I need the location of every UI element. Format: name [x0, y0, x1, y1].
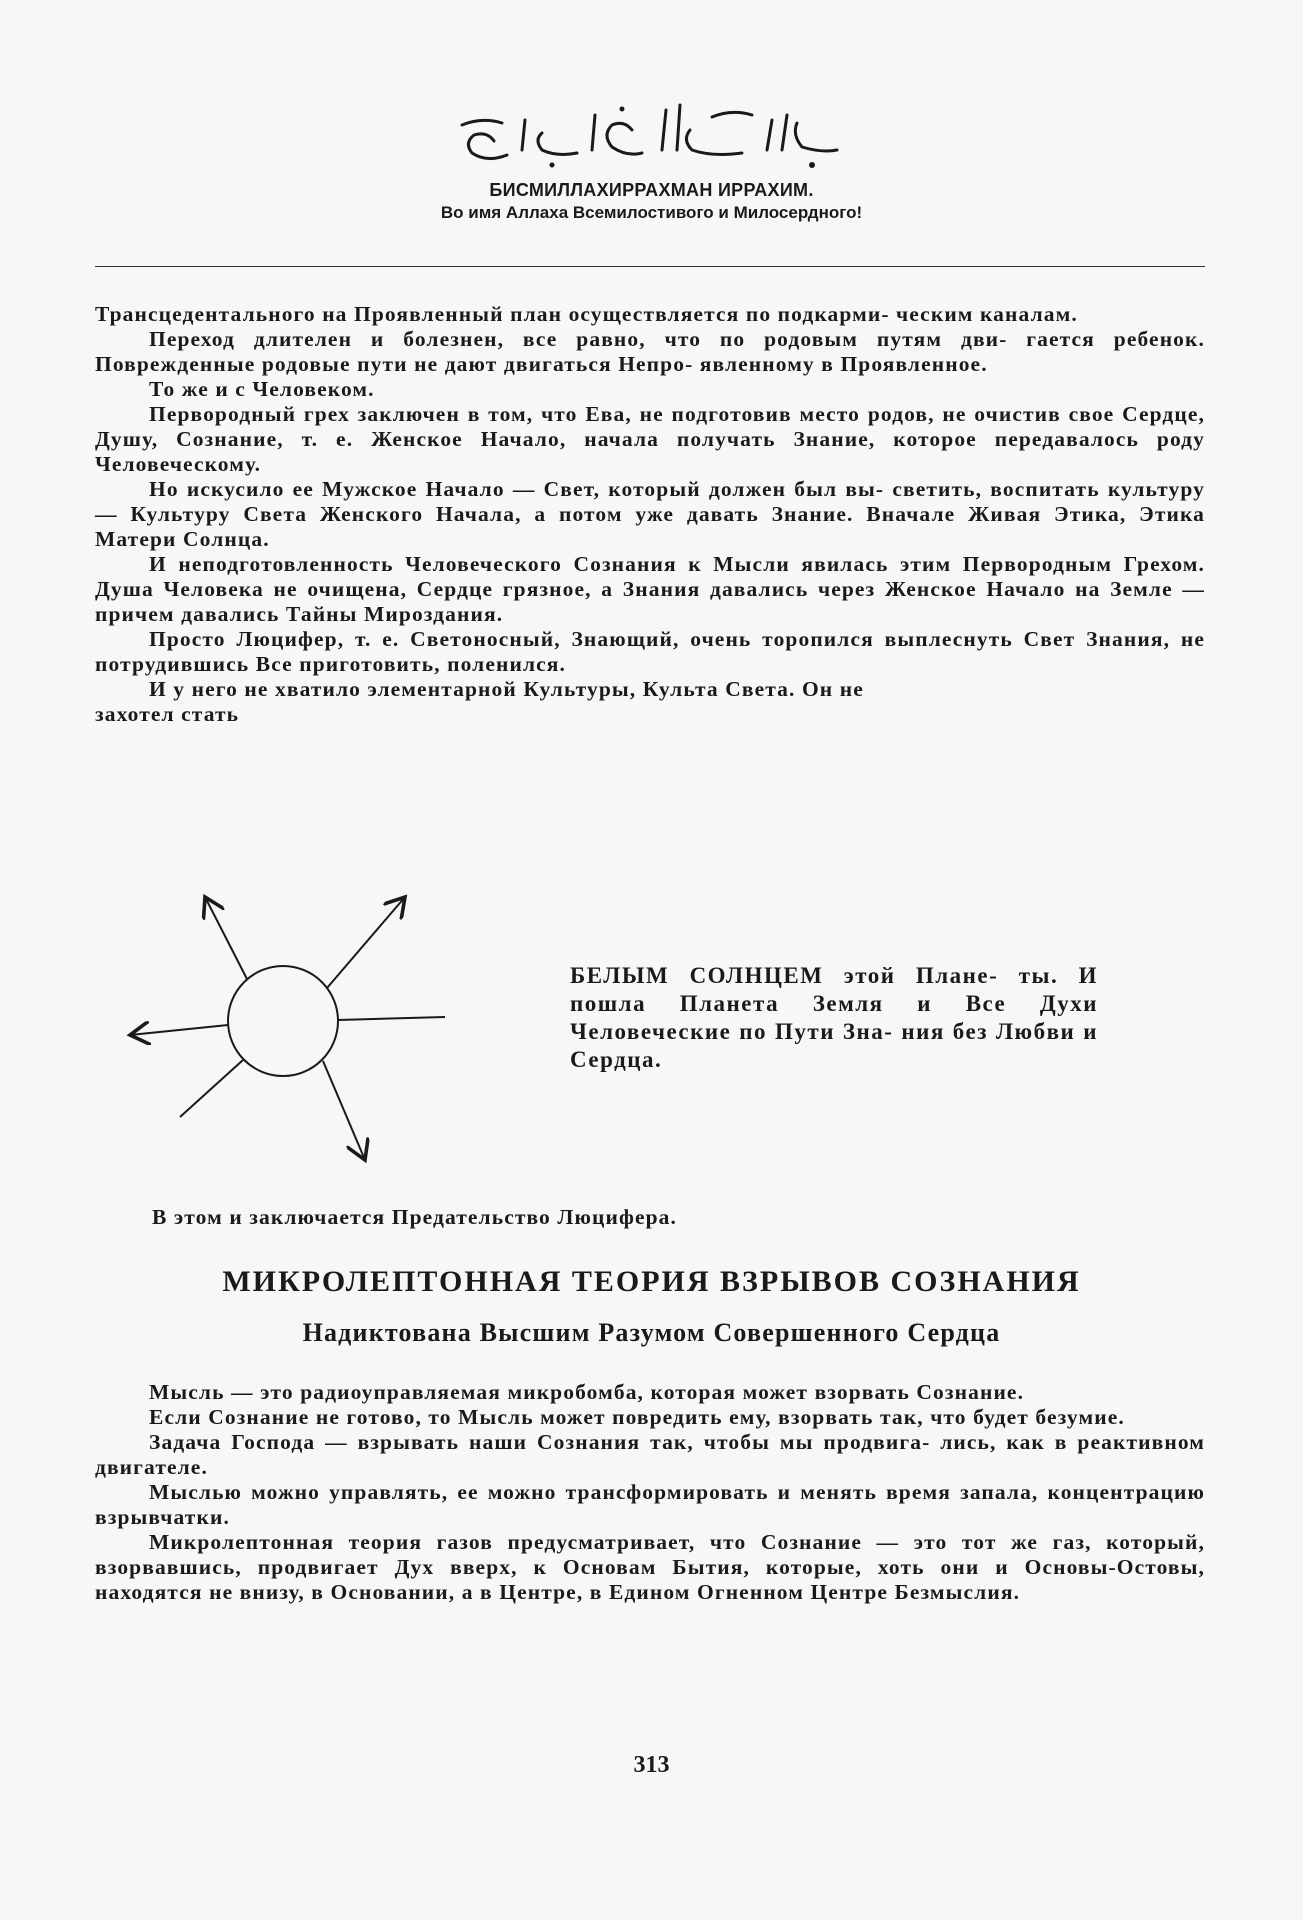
- sun-circle: [228, 966, 338, 1076]
- paragraph: Микролептонная теория газов предусматривает, что Сознание — это тот же газ, который, взорвавшись, продвигает Дух вверх, к Основам Бытия, которые, хоть они и Основы-Остовы, находятся не внизу, в Основании, а в Центре, в Едином Огненном Центре Безмыслия.: [95, 1530, 1205, 1604]
- ray-arrow: [323, 1061, 365, 1160]
- paragraph: Трансцедентального на Проявленный план осуществляется по подкарми- ческим каналам.: [95, 302, 1078, 326]
- top-text-block: [95, 302, 1205, 727]
- bismillah-subtitle: Во имя Аллаха Всемилостивого и Милосердного!: [440, 203, 863, 222]
- ray-arrow: [180, 1060, 243, 1117]
- ray-arrow: [327, 897, 405, 988]
- paragraph: Задача Господа — взрывать наши Сознания так, чтобы мы продвига- лись, как в реактивном двигателе.: [95, 1430, 1205, 1479]
- paragraph: Первородный грех заключен в том, что Ева, не подготовив место родов, не очистив свое Сердце, Душу, Сознание, т. е. Женское Начало, начала получать Знание, которое передавалось роду Человеческому.: [95, 402, 1205, 476]
- ray-arrow: [130, 1025, 228, 1035]
- bottom-text-block: [95, 1380, 1205, 1605]
- paragraph: Но искусило ее Мужское Начало — Свет, который должен был вы- светить, воспитать культуру — Культуру Света Женского Начала, а потом уже давать Знание. Вначале Живая Этика, Этика Матери Солнца.: [95, 477, 1205, 551]
- paragraph: И у него не хватило элементарной Культуры, Культа Света. Он не: [149, 677, 864, 701]
- ray-arrow: [338, 1017, 445, 1020]
- side-text: БЕЛЫМ СОЛНЦЕМ этой Плане- ты. И пошла Планета Земля и Все Духи Человеческие по Пути Зна- ния без Любви и Сердца.: [570, 963, 1098, 1072]
- paragraph: То же и с Человеком.: [149, 377, 375, 401]
- paragraph: Мыслью можно управлять, ее можно трансформировать и менять время запала, концентрацию взрывчатки.: [95, 1480, 1205, 1529]
- page-number: 313: [633, 1752, 670, 1778]
- paragraph: И неподготовленность Человеческого Сознания к Мысли явилась этим Первородным Грехом. Душа Человека не очищена, Сердце грязное, а Знания давались через Женское Начало на Земле — причем давались Тайны Мироздания.: [95, 552, 1205, 626]
- bismillah-calligraphy: [442, 95, 862, 175]
- section-title: МИКРОЛЕПТОННАЯ ТЕОРИЯ ВЗРЫВОВ СОЗНАНИЯ: [222, 1265, 1081, 1298]
- continuation-line: захотел стать: [95, 702, 240, 726]
- paragraph: Если Сознание не готово, то Мысль может повредить ему, взорвать так, что будет безумие.: [149, 1405, 1125, 1429]
- paragraph: Переход длителен и болезнен, все равно, что по родовым путям дви- гается ребенок. Поврежденные родовые пути не дают двигаться Непро- явленному в Проявленное.: [95, 327, 1205, 376]
- bismillah-title: БИСМИЛЛАХИРРАХМАН ИРРАХИМ.: [489, 180, 814, 200]
- sun-rays-diagram: [115, 885, 475, 1165]
- header-divider: [95, 266, 1205, 267]
- ray-arrow: [205, 897, 247, 979]
- paragraph: Просто Люцифер, т. е. Светоносный, Знающий, очень торопился выплеснуть Свет Знания, не потрудившись Все приготовить, поленился.: [95, 627, 1205, 676]
- page-header: [0, 95, 1303, 224]
- section-subtitle: Надиктована Высшим Разумом Совершенного Сердца: [302, 1318, 1001, 1347]
- paragraph: Мысль — это радиоуправляемая микробомба, которая может взорвать Сознание.: [149, 1380, 1025, 1404]
- conclusion-line: В этом и заключается Предательство Люцифера.: [152, 1205, 678, 1229]
